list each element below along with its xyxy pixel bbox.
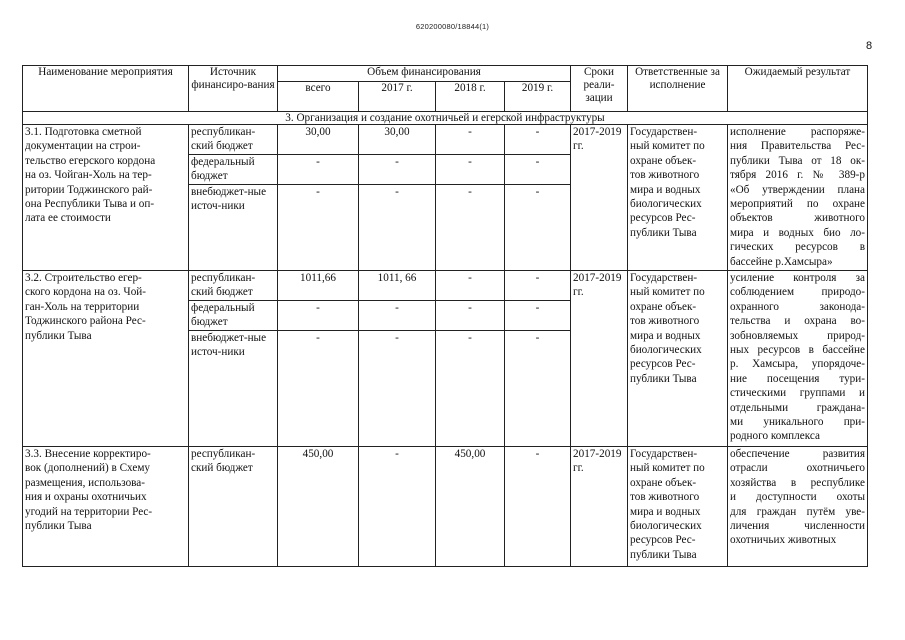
text-line: тов животного [630,315,700,328]
text-line: хозяйства в республике [730,476,865,489]
amount-total: - [278,301,359,331]
text-line: ный комитет по [630,140,705,153]
text-line: и доступности охоты [730,491,865,504]
text-line: тов животного [630,491,700,504]
text-line: ние посещения тури- [730,372,865,385]
text-line: р. Хамсыра, упорядоче- [730,358,865,371]
text-line: стическими группами и [730,387,865,400]
text-line: публики Тыва [630,372,697,385]
header-volume: Объем финансирования [278,66,571,82]
text-line: ресурсов Рес- [630,358,696,371]
amount-total: 30,00 [278,125,359,155]
amount-y2018: 450,00 [436,447,505,567]
text-line: охране объек- [630,476,697,489]
text-line: биологических [630,198,702,211]
implementation-terms: 2017-2019 гг. [571,125,628,271]
text-line: охранного законода- [730,300,865,313]
text-line: обеспечение развития [730,448,865,460]
text-line: лата ее стоимости [25,212,111,225]
text-line: родного комплекса [730,430,820,443]
text-line: ных ресурсов в бассейне [730,344,865,357]
text-line: 3.3. Внесение корректиро- [25,448,151,460]
amount-total: 1011,66 [278,271,359,301]
amount-total: - [278,331,359,447]
text-line: публики Тыва [25,329,92,342]
funding-source: республикан-ский бюджет [189,125,278,155]
text-line: охране объек- [630,154,697,167]
amount-y2018: - [436,125,505,155]
header-total: всего [278,82,359,112]
text-line: Государствен- [630,126,698,138]
amount-y2017: 30,00 [359,125,436,155]
measure-name [23,271,189,447]
text-line: охране объек- [630,300,697,313]
text-line: исполнение распоряже- [730,126,865,138]
text-line: размещения, использова- [25,476,146,489]
amount-y2018: - [436,331,505,447]
text-line: ган-Холь на территории [25,300,140,313]
amount-y2019: - [505,125,571,155]
header-2019: 2019 г. [505,82,571,112]
amount-y2019: - [505,185,571,271]
amount-y2017: - [359,447,436,567]
text-line: публики Тыва [630,548,697,561]
amount-y2017: - [359,301,436,331]
implementation-terms: 2017-2019 гг. [571,271,628,447]
text-line: мира и водных [630,329,701,342]
text-line: охотничьих животных [730,534,837,547]
text-line: 3.2. Строительство егер- [25,272,142,284]
text-line: публики Тыва [25,520,92,533]
text-line: тября 2016 г. № 389-р [730,169,865,182]
funding-source: внебюджет-ные источ-ники [189,185,278,271]
funding-source: федеральный бюджет [189,155,278,185]
responsible-party [628,271,728,447]
text-line: тельства и охрана во- [730,315,865,328]
text-line: биологических [630,520,702,533]
amount-total: 450,00 [278,447,359,567]
text-line: публики Тыва [630,226,697,239]
measure-name [23,447,189,567]
financing-plan-table [22,65,868,567]
text-line: ния Правительства Рес- [730,140,865,153]
amount-y2019: - [505,271,571,301]
text-line: тов животного [630,169,700,182]
text-line: соблюдением природо- [730,286,865,299]
header-2018: 2018 г. [436,82,505,112]
text-line: тельство егерского кордона [25,154,156,167]
text-line: Государствен- [630,272,698,284]
text-line: отрасли охотничьего [730,462,865,475]
text-line: биологических [630,344,702,357]
text-line: 3.1. Подготовка сметной [25,126,142,138]
amount-y2018: - [436,155,505,185]
funding-source: внебюджет-ные источ-ники [189,331,278,447]
expected-result [728,271,868,447]
table-row [23,125,868,155]
amount-total: - [278,185,359,271]
expected-result [728,447,868,567]
table-row [23,271,868,301]
text-line: ный комитет по [630,462,705,475]
text-line: вок (дополнений) в Схему [25,462,150,475]
text-line: бассейне р.Хамсыра» [730,255,833,268]
amount-y2017: - [359,185,436,271]
text-line: отдельными граждана- [730,401,865,414]
header-source: Источник финансиро-вания [189,66,278,112]
text-line: ского кордона на оз. Чой- [25,286,147,299]
text-line: гических ресурсов в [730,241,865,254]
text-line: ресурсов Рес- [630,534,696,547]
funding-source: республикан-ский бюджет [189,447,278,567]
table-row [23,447,868,567]
amount-total: - [278,155,359,185]
header-responsible: Ответственные за исполнение [628,66,728,112]
text-line: документации на строи- [25,140,141,153]
text-line: усиление контроля за [730,272,865,284]
text-line: мира и водных [630,183,701,196]
amount-y2018: - [436,185,505,271]
text-line: ный комитет по [630,286,705,299]
text-line: мира и водных [630,505,701,518]
text-line: «Об утверждении плана [730,183,865,196]
text-line: она Республики Тыва и оп- [25,198,155,211]
amount-y2019: - [505,301,571,331]
text-line: ресурсов Рес- [630,212,696,225]
text-line: зобновляемых природ- [730,329,865,342]
text-line: мероприятий по охране [730,198,865,211]
text-line: угодий на территории Рес- [25,505,153,518]
text-line: ния и охраны охотничьих [25,491,147,504]
text-line: публики Тыва от 18 ок- [730,154,865,167]
implementation-terms: 2017-2019 гг. [571,447,628,567]
amount-y2017: 1011, 66 [359,271,436,301]
responsible-party [628,125,728,271]
funding-source: республикан-ский бюджет [189,271,278,301]
amount-y2019: - [505,331,571,447]
text-line: объектов животного [730,212,865,225]
text-line: для граждан путём уве- [730,505,865,518]
funding-source: федеральный бюджет [189,301,278,331]
expected-result [728,125,868,271]
amount-y2017: - [359,331,436,447]
amount-y2018: - [436,301,505,331]
text-line: ритории Тоджинского рай- [25,183,153,196]
text-line: личения численности [730,520,865,533]
measure-name [23,125,189,271]
page-number: 8 [866,40,873,52]
amount-y2017: - [359,155,436,185]
header-2017: 2017 г. [359,82,436,112]
text-line: Государствен- [630,448,698,460]
section-title: 3. Организация и создание охотничьей и егерской инфраструктуры [23,112,868,125]
text-line: мира и водных био ло- [730,226,865,239]
header-name: Наименование мероприятия [23,66,189,112]
header-result: Ожидаемый результат [728,66,868,112]
text-line: Тоджинского района Рес- [25,315,146,328]
responsible-party [628,447,728,567]
header-terms: Сроки реали-зации [571,66,628,112]
amount-y2018: - [436,271,505,301]
text-line: на оз. Чойган-Холь на тер- [25,169,152,182]
amount-y2019: - [505,155,571,185]
amount-y2019: - [505,447,571,567]
text-line: ми уникального при- [730,416,865,429]
document-id: 620200080/18844(1) [415,22,490,31]
